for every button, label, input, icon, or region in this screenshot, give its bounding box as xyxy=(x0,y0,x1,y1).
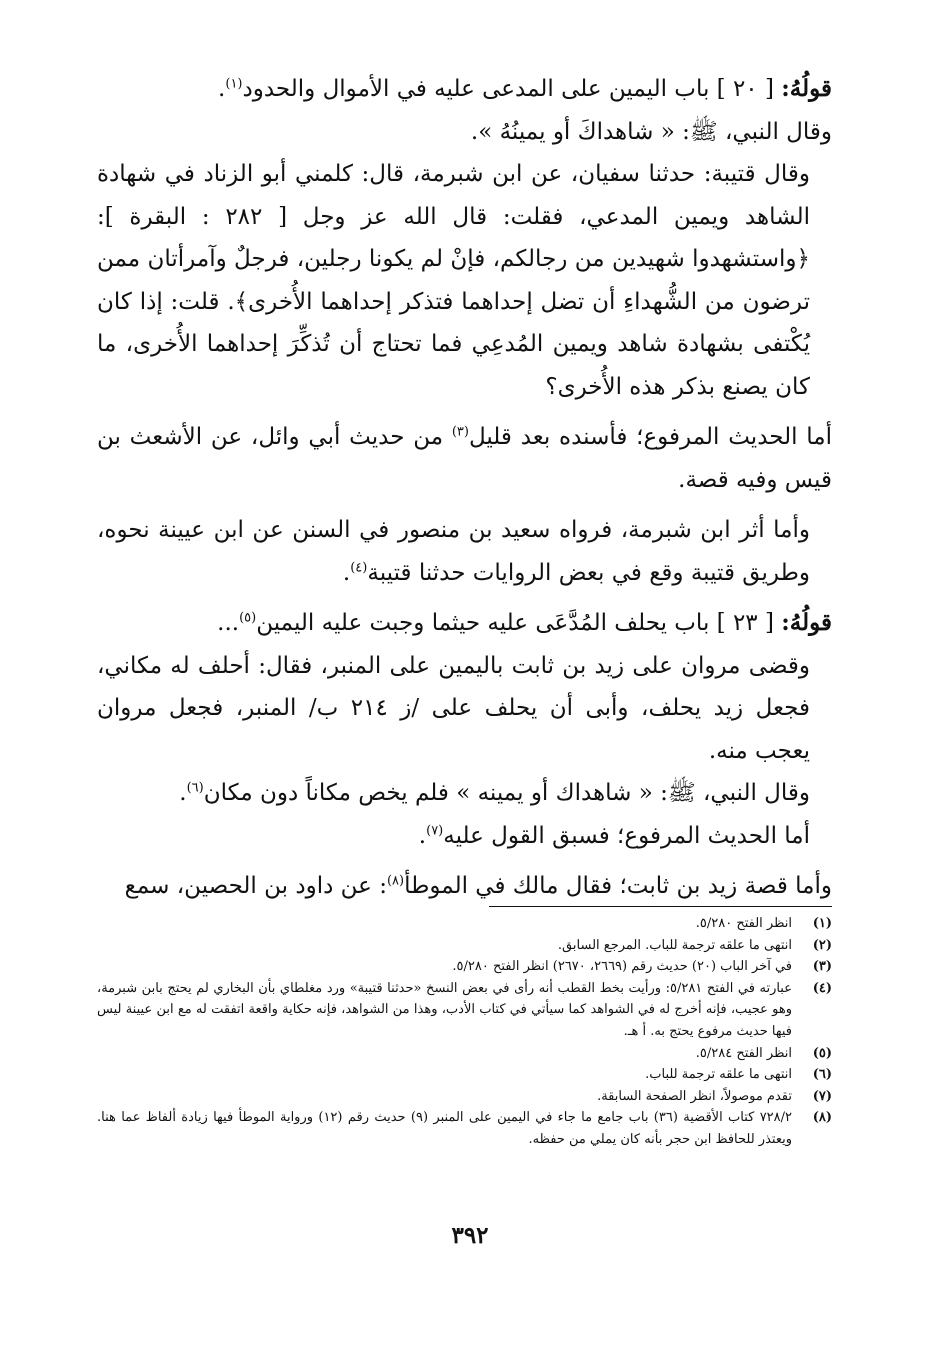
paragraph-qutaiba: وقال قتيبة: حدثنا سفيان، عن ابن شبرمة، قال: كلمني أبو الزناد في شهادة الشاهد ويمين المدعي، فقلت: قال الله عز وجل [ ٢٨٢ : البقرة ]: ﴿واستشهدوا شهيدين من رجالكم، فإنْ لم يكونا رجلين، فرجلٌ وآمرأتان ممن ترضون من الشُّهداءِ أن تضل إحداهما فتذكر إحداهما الأُخرى﴾. قلت: إذا كان يُكْتفى بشهادة شاهد ويمين المُدعِي فما تحتاج أن تُذكِّرَ إحداهما الأُخرى، ما كان يصنع بذكر هذه الأُخرى؟ xyxy=(97,161,811,400)
footnote-text: ٧٢٨/٢ كتاب الأقضية (٣٦) باب جامع ما جاء في اليمين على المنبر (٩) حديث رقم (١٢) ورواية الموطأ فيها زيادة ألفاظ عما هنا. ويعتذر للحافظ ابن حجر بأنه كان يملي من حفظه. xyxy=(97,1110,793,1147)
paragraph-text: أما الحديث المرفوع؛ فسبق القول عليه xyxy=(443,822,810,849)
main-text xyxy=(97,68,832,908)
chapter-lead: قولُهُ: xyxy=(781,75,832,102)
paragraph-text: : عن داود بن الحصين، سمع xyxy=(124,873,387,899)
punctuation: . xyxy=(342,559,351,586)
paragraph-text: من حديث أبي وائل، عن الأشعث بن قيس وفيه قصة. xyxy=(97,424,832,493)
paragraph-marfu xyxy=(97,416,832,501)
footnote xyxy=(97,1064,832,1086)
footnote xyxy=(97,978,832,1043)
paragraph-chapter-23 xyxy=(97,602,832,645)
footnote-number: (٨) xyxy=(812,1110,832,1126)
footnote-number: (٤) xyxy=(812,980,832,996)
chapter-title: [ ٢٠ ] باب اليمين على المدعى عليه في الأموال والحدود xyxy=(242,76,782,102)
punctuation: ... xyxy=(217,610,240,636)
paragraph-text: أما الحديث المرفوع؛ فأسنده بعد قليل xyxy=(468,424,832,450)
punctuation: . xyxy=(218,76,226,102)
paragraph-ibn-shubruma xyxy=(97,509,832,594)
footnote-number: (٥) xyxy=(812,1045,832,1061)
paragraph-hadith-quote: وقال النبي، ﷺ: « شاهداكَ أو يمينُهُ ». xyxy=(470,118,832,145)
paragraph-previous xyxy=(97,815,832,858)
footnote-ref: (٥) xyxy=(239,610,257,626)
footnote-ref: (٣) xyxy=(451,424,469,440)
footnote-number: (٦) xyxy=(812,1067,832,1083)
punctuation: . xyxy=(418,822,427,849)
paragraph-zaid-story xyxy=(97,865,832,908)
footnote xyxy=(97,1107,832,1150)
footnote-ref: (١) xyxy=(225,76,243,92)
chapter-title: [ ٢٣ ] باب يحلف المُدَّعَى عليه حيثما وجبت عليه اليمين xyxy=(256,610,782,636)
footnote-text: انتهى ما علقه ترجمة للباب. المرجع السابق. xyxy=(557,937,792,953)
chapter-lead: قولُهُ: xyxy=(781,609,832,636)
footnote-text: انظر الفتح ٥/٢٨٠. xyxy=(695,916,792,931)
footnote-ref: (٦) xyxy=(186,780,204,796)
paragraph-text: وأما أثر ابن شبرمة، فرواه سعيد بن منصور في السنن عن ابن عيينة نحوه، وطريق قتيبة وقع في بعض الروايات حدثنا قتيبة xyxy=(97,517,810,586)
footnote xyxy=(97,1086,832,1108)
footnote-text: في آخر الباب (٢٠) حديث رقم (٢٦٦٩، ٢٦٧٠) انظر الفتح ٥/٢٨٠. xyxy=(452,959,792,975)
footnote-number: (٣) xyxy=(812,959,832,975)
footnote-ref: (٨) xyxy=(386,873,405,889)
paragraph-text: وقال النبي، ﷺ: « شاهداك أو يمينه » فلم يخص مكاناً دون مكان xyxy=(203,780,810,806)
paragraph-text: وأما قصة زيد بن ثابت؛ فقال مالك في الموطأ xyxy=(404,873,832,899)
paragraph-prophet-quote xyxy=(97,772,832,815)
footnote-divider xyxy=(489,906,832,907)
footnote-ref: (٤) xyxy=(350,559,368,575)
paragraph-marwan: وقضى مروان على زيد بن ثابت باليمين على المنبر، فقال: أحلف له مكاني، فجعل زيد يحلف، وأبى أن يحلف على /ز ٢١٤ ب/ المنبر، فجعل مروان يعجب منه. xyxy=(97,652,810,764)
footnote xyxy=(97,935,832,957)
punctuation: . xyxy=(179,780,187,806)
footnotes xyxy=(97,913,832,1151)
footnote-text: انتهى ما علقه ترجمة للباب. xyxy=(645,1067,792,1083)
footnote-number: (٧) xyxy=(812,1088,832,1104)
footnote-number: (٢) xyxy=(812,937,832,953)
footnote xyxy=(97,1043,832,1065)
footnote-ref: (٧) xyxy=(426,822,444,838)
page-number: ٣٩٢ xyxy=(451,1222,489,1249)
footnote xyxy=(97,913,832,935)
footnote-text: تقدم موصولاً، انظر الصفحة السابقة. xyxy=(597,1088,792,1104)
footnote-text: انظر الفتح ٥/٢٨٤. xyxy=(695,1045,792,1061)
footnote-text: عبارته في الفتح ٥/٢٨١: ورأيت بخط القطب أنه رأى في بعض النسخ «حدثنا قتيبة» ورد مغلطاي بأن البخاري لم يحتج بابن شبرمة، وهو عجيب، فإنه أخرج له في الشواهد كما سيأتي في كتاب الأدب، وهذا من الشواهد، فإنه حكاية واقعة اتفقت له مع ابن عيينة ليس فيها حديث مرفوع يحتج به. أ هـ. xyxy=(97,980,792,1039)
paragraph-chapter-20 xyxy=(97,68,832,111)
footnote-number: (١) xyxy=(812,916,832,931)
footnote xyxy=(97,956,832,978)
